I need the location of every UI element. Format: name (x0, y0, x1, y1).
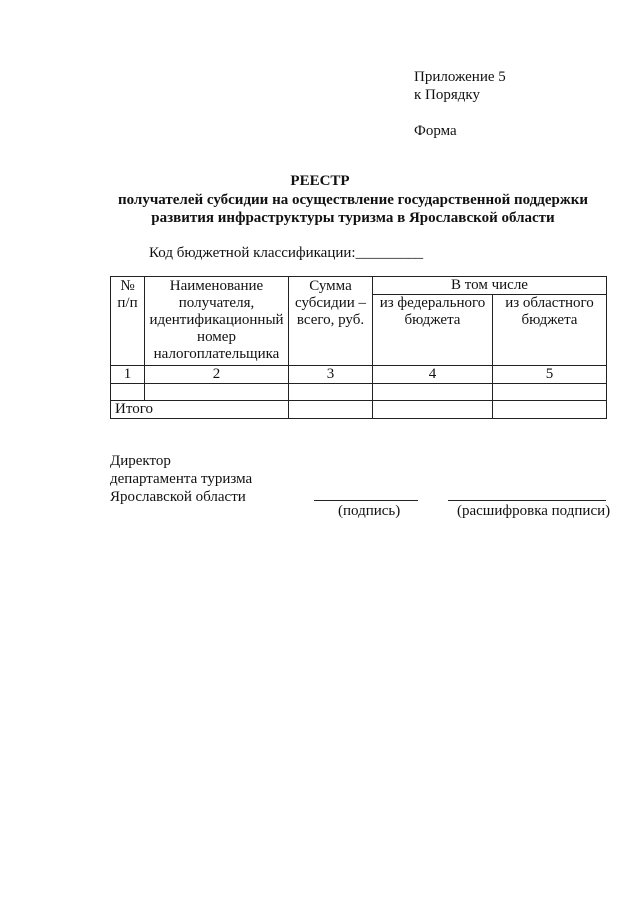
header-regional-line-2: бюджета (521, 312, 578, 328)
header-num-line-2: п/п (117, 295, 138, 311)
col-number-5: 5 (493, 366, 607, 384)
empty-cell (493, 384, 607, 401)
position-line-3: Ярославской области (110, 489, 246, 505)
empty-cell (289, 401, 373, 419)
empty-cell (289, 384, 373, 401)
header-name (145, 277, 289, 366)
budget-code: Код бюджетной классификации:_________ (149, 245, 424, 261)
header-sum-line-2: субсидии – (294, 295, 366, 311)
appendix-line-1: Приложение 5 (414, 69, 506, 85)
form-label: Форма (414, 123, 457, 139)
header-name-line-1: Наименование (169, 278, 264, 294)
col-number-1: 1 (111, 366, 145, 384)
header-including: В том числе (373, 277, 607, 295)
header-name-line-5: налогоплательщика (153, 346, 280, 362)
empty-cell (373, 384, 493, 401)
total-label: Итого (111, 401, 289, 419)
header-regional-line-1: из областного (505, 295, 594, 311)
header-num-line-1: № (120, 278, 135, 294)
header-regional (493, 295, 607, 366)
col-number-4: 4 (373, 366, 493, 384)
empty-cell (373, 401, 493, 419)
header-federal (373, 295, 493, 366)
title-line-3: развития инфраструктуры туризма в Ярославской области (151, 210, 555, 226)
header-name-line-3: идентификационный (149, 312, 284, 328)
title-line-1: РЕЕСТР (290, 173, 350, 189)
col-number-2: 2 (145, 366, 289, 384)
table-row (111, 384, 607, 401)
title-line-2: получателей субсидии на осуществление государственной поддержки (117, 192, 589, 208)
header-sum-line-1: Сумма (309, 278, 352, 294)
empty-cell (145, 384, 289, 401)
col-number-3: 3 (289, 366, 373, 384)
header-federal-line-2: бюджета (404, 312, 461, 328)
header-num (111, 277, 145, 366)
position-line-1: Директор (110, 453, 171, 469)
appendix-line-2: к Порядку (414, 87, 480, 103)
header-name-line-2: получателя, (178, 295, 255, 311)
header-name-line-4: номер (197, 329, 236, 345)
column-numbers-row (111, 366, 607, 384)
decode-caption: (расшифровка подписи) (457, 503, 611, 519)
registry-table (110, 276, 607, 419)
total-row (111, 401, 607, 419)
decode-line (448, 500, 606, 501)
empty-cell (111, 384, 145, 401)
position-line-2: департамента туризма (110, 471, 253, 487)
signature-caption: (подпись) (338, 503, 401, 519)
header-sum-line-3: всего, руб. (296, 312, 365, 328)
header-sum (289, 277, 373, 366)
signature-line (314, 500, 418, 501)
empty-cell (493, 401, 607, 419)
header-federal-line-1: из федерального (379, 295, 486, 311)
